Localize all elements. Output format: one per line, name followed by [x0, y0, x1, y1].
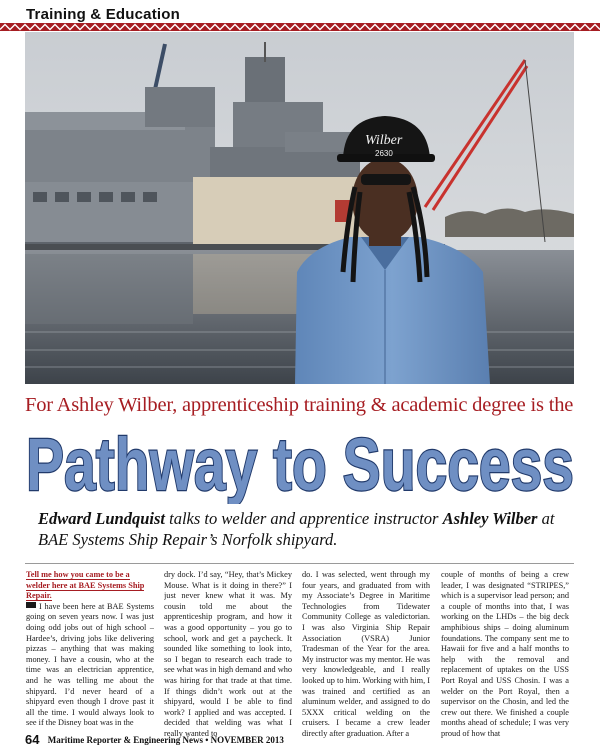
- section-header: [0, 0, 600, 30]
- article-column-1: [26, 570, 154, 742]
- section-title: Training & Education: [26, 6, 181, 23]
- headline-text: Pathway to Success: [26, 423, 574, 504]
- deck-middle: talks to welder and apprentice instructor: [165, 509, 443, 528]
- zigzag-border: [0, 23, 600, 31]
- page-number: 64: [25, 732, 40, 747]
- article-column-4: [441, 570, 569, 742]
- cover-photo: [25, 32, 574, 384]
- column-1-text: I have been here at BAE Systems going on seven years now. I was just doing odd jobs out of high school – Hardee’s, driving jobs like delivering pizzas – anything that was making money. I have a cousin, who at the time was an electrician apprentice, and he was telling me about the shipyard. I’d never heard of a shipyard even though I drove past it all the time. I would always look to see if the Disney boat was in the: [26, 601, 154, 728]
- article-column-3: [302, 570, 430, 742]
- deck-author: Edward Lundquist: [38, 509, 166, 528]
- publication-name: Maritime Reporter & Engineering News: [47, 735, 204, 745]
- column-4-text: couple of months of being a crew leader, I was designated “STRIPES,” which is a supervisor lead person; and a couple of months into that, I was working on the LHDs – the big deck amphibious ships – doing aluminum foundations. The company sent me to Hawaii for five and a half months to help with the removal and replacement of uptakes on the USS Port Royal and USS Chosin. I was a welder on the Port Royal, then a supervisor on the Chosin, and led the crew out there. We finished a couple months ahead of schedule; I was very proud of how that: [441, 570, 569, 738]
- deck-end: at BAE Systems Ship Repair’s Norfolk shipyard.: [38, 509, 555, 549]
- issue-date: NOVEMBER 2013: [210, 735, 284, 745]
- interview-question: Tell me how you came to be a welder here at BAE Systems Ship Repair.: [26, 570, 145, 601]
- helmet-name: Wilber: [365, 133, 403, 148]
- kicker: For Ashley Wilber, apprenticeship training & academic degree is the: [25, 394, 574, 416]
- column-3-text: do. I was selected, went through my four years, and graduated from with my Associate’s Degree in Maritime Technologies from Tidewater Community College as valedictorian. I was also Virginia Ship Repair Association (VSRA) Junior Tradesman of the Year for the area. My instructor was my mentor. He was very knowledgeable, and I really looked up to him. Working with him, I was trained and certified as an aluminum welder, and assigned to do 5XXX critical welding on the cruisers. I became a crew leader directly after graduation. After a: [302, 570, 430, 738]
- column-2-text: dry dock. I’d say, “Hey, that’s Mickey Mouse. What is it doing in there?” I just never knew what it was. My cousin told me about the apprenticeship program, and how it was a good opportunity – you go to school, work and get a paycheck. It sounded like something to look into, so I began to research each trade to see what was in high demand and who was hiring for that trade at that time. If things didn’t work out at the shipyard, would I be able to find work? I applied and was accepted. I decided that welding was what I really wanted to: [164, 570, 292, 738]
- deck: [38, 508, 578, 550]
- divider: [25, 563, 574, 564]
- page-footer: 64 Maritime Reporter & Engineering News • NOVEMBER 2013: [25, 732, 284, 747]
- article-column-2: [164, 570, 292, 742]
- helmet-number: 2630: [375, 149, 393, 158]
- deck-subject: Ashley Wilber: [442, 509, 538, 528]
- headline: [24, 410, 584, 504]
- paragraph-marker: [26, 602, 36, 608]
